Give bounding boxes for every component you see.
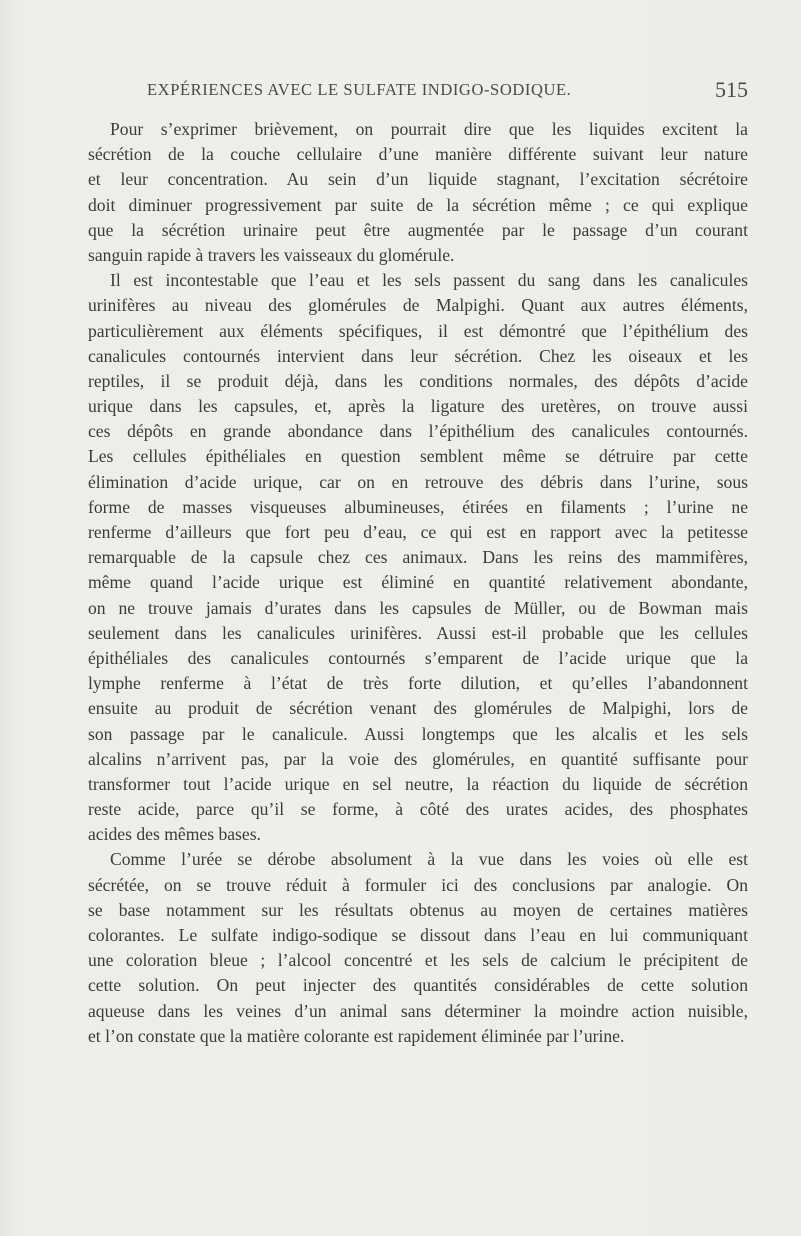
text-line: Comme l’urée se dérobe absolument à la vue dans les voies où elle est: [110, 849, 748, 870]
text-line: canalicules contournés intervient dans leur sécrétion. Chez les oiseaux et les: [88, 345, 748, 366]
text-line: même quand l’acide urique est éliminé en quantité relativement abondante,: [88, 572, 748, 593]
text-line: sécrétion de la couche cellulaire d’une manière différente suivant leur nature: [88, 144, 748, 165]
text-line: seulement dans les canalicules urinifères. Aussi est-il probable que les cellules: [88, 622, 748, 643]
text-line: sanguin rapide à travers les vaisseaux du glomérule.: [88, 244, 455, 265]
page-number: 515: [715, 77, 748, 102]
text-line: urinifères au niveau des glomérules de Malpighi. Quant aux autres éléments,: [88, 295, 748, 316]
text-line: Pour s’exprimer brièvement, on pourrait dire que les liquides excitent la: [110, 119, 748, 139]
text-line: doit diminuer progressivement par suite de la sécrétion même ; ce qui explique: [88, 194, 748, 215]
text-line: son passage par le canalicule. Aussi longtemps que les alcalis et les sels: [88, 723, 748, 744]
text-line: élimination d’acide urique, car on en retrouve des débris dans l’urine, sous: [88, 471, 748, 492]
text-line: aqueuse dans les veines d’un animal sans déterminer la moindre action nuisible,: [88, 1000, 748, 1021]
text-line: et l’on constate que la matière colorante est rapidement éliminée par l’urine.: [88, 1025, 625, 1046]
text-line: Il est incontestable que l’eau et les sels passent du sang dans les canalicules: [110, 270, 748, 291]
text-line: urique dans les capsules, et, après la ligature des uretères, on trouve aussi: [88, 396, 748, 417]
text-line: renferme d’ailleurs que fort peu d’eau, ce qui est en rapport avec la petitesse: [88, 522, 748, 542]
text-line: une coloration bleue ; l’alcool concentré et les sels de calcium le précipitent de: [88, 950, 748, 971]
text-line: lymphe renferme à l’état de très forte dilution, et qu’elles l’abandonnent: [88, 673, 748, 694]
running-title: EXPÉRIENCES AVEC LE SULFATE INDIGO-SODIQUE.: [147, 80, 572, 99]
text-line: que la sécrétion urinaire peut être augmentée par le passage d’un courant: [88, 219, 748, 240]
text-line: forme de masses visqueuses albumineuses, étirées en filaments ; l’urine ne: [88, 496, 748, 517]
text-line: reste acide, parce qu’il se forme, à côté des urates acides, des phosphates: [88, 799, 748, 820]
text-line: sécrétée, on se trouve réduit à formuler ici des conclusions par analogie. On: [88, 874, 748, 895]
text-line: colorantes. Le sulfate indigo-sodique se dissout dans l’eau en lui communiquant: [88, 925, 748, 945]
text-line: Les cellules épithéliales en question semblent même se détruire par cette: [88, 446, 748, 467]
text-line: acides des mêmes bases.: [88, 824, 261, 845]
text-line: transformer tout l’acide urique en sel neutre, la réaction du liquide de sécrétion: [88, 773, 748, 794]
text-line: et leur concentration. Au sein d’un liquide stagnant, l’excitation sécrétoire: [88, 169, 748, 190]
text-line: épithéliales des canalicules contournés s’emparent de l’acide urique que la: [88, 647, 748, 668]
text-line: se base notamment sur les résultats obtenus au moyen de certaines matières: [88, 899, 748, 920]
text-line: ensuite au produit de sécrétion venant des glomérules de Malpighi, lors de: [88, 698, 748, 719]
text-line: remarquable de la capsule chez ces animaux. Dans les reins des mammifères,: [88, 547, 748, 568]
running-head: [88, 77, 748, 108]
text-line: cette solution. On peut injecter des quantités considérables de cette solution: [88, 975, 748, 996]
text-line: particulièrement aux éléments spécifiques, il est démontré que l’épithélium des: [88, 320, 748, 341]
text-line: reptiles, il se produit déjà, dans les conditions normales, des dépôts d’acide: [88, 370, 748, 391]
body-text: [88, 117, 748, 1049]
text-line: on ne trouve jamais d’urates dans les capsules de Müller, ou de Bowman mais: [88, 597, 748, 618]
text-line: ces dépôts en grande abondance dans l’épithélium des canalicules contournés.: [88, 421, 748, 442]
text-line: alcalins n’arrivent pas, par la voie des glomérules, en quantité suffisante pour: [88, 748, 748, 769]
